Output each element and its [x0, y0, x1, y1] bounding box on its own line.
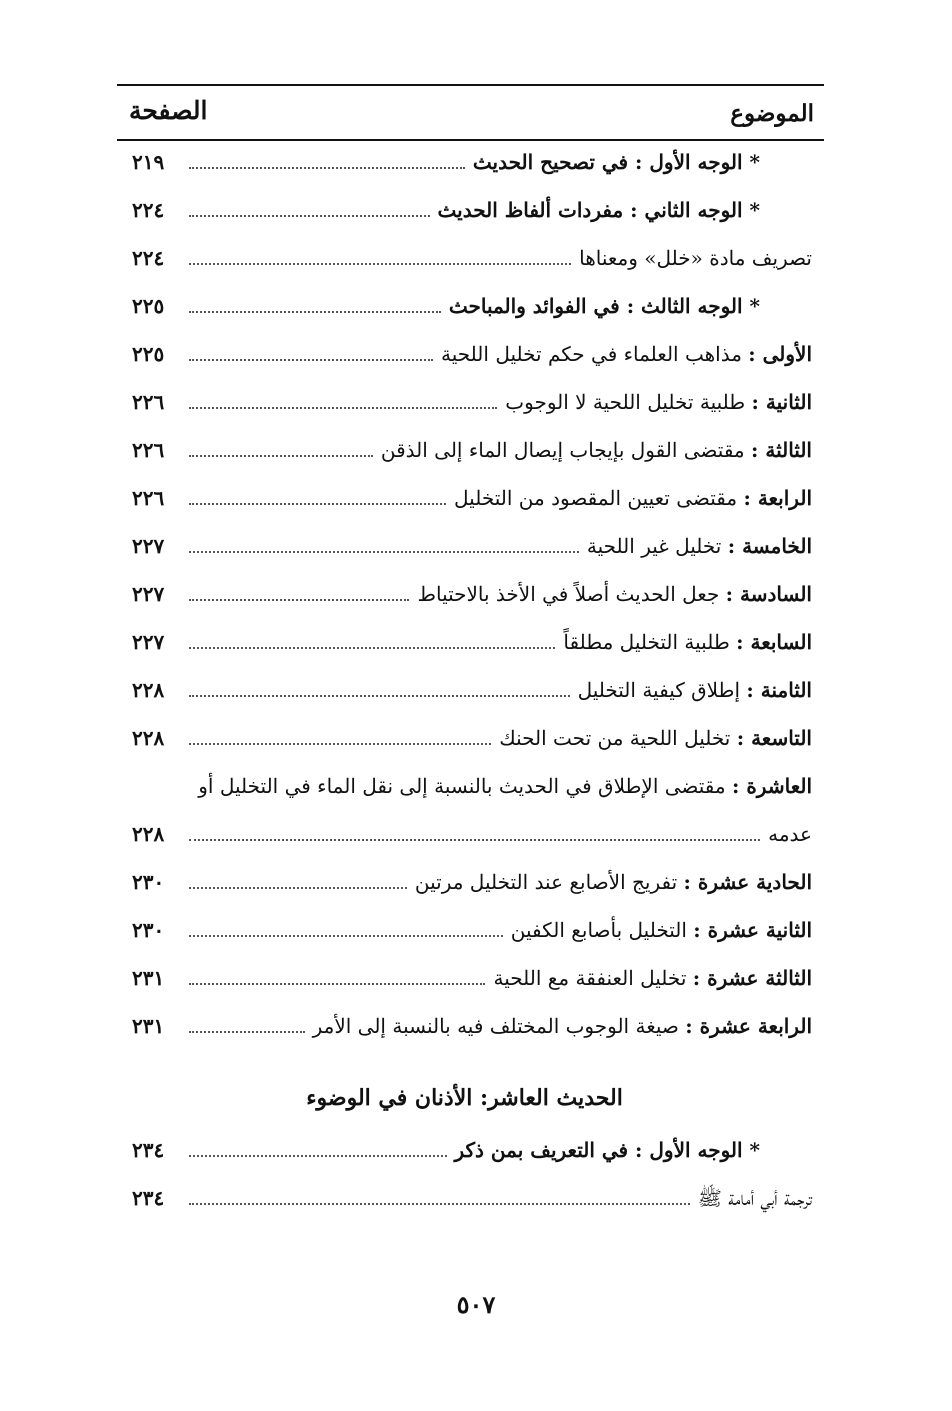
entry-label: الحادية عشرة : [683, 870, 812, 894]
entry-label: الخامسة : [727, 534, 812, 558]
entry-text: تفريج الأصابع عند التخليل مرتين [414, 870, 684, 894]
toc-entry [117, 481, 812, 517]
entry-page: ٢٣٠ [132, 918, 165, 942]
entry-page: ٢٢٤ [132, 246, 165, 270]
entry-title [449, 289, 760, 323]
entry-text: تخليل العنفقة مع اللحية [493, 966, 693, 990]
leader-dots [189, 551, 579, 553]
entry-text: مقتضى تعيين المقصود من التخليل [454, 486, 744, 510]
entry-page: ٢٢٨ [132, 726, 165, 750]
entry-page: ٢٣٠ [132, 870, 165, 894]
entry-page: ٢٢٤ [132, 198, 165, 222]
toc-entry [117, 721, 812, 757]
entry-text: عدمه [768, 822, 812, 846]
leader-dots [189, 839, 760, 841]
toc-header [117, 96, 824, 130]
entry-text: التخليل بأصابع الكفين [510, 918, 694, 942]
toc-entry [117, 577, 812, 613]
entry-text: صيغة الوجوب المختلف فيه بالنسبة إلى الأمر [312, 1014, 686, 1038]
entry-text: مذاهب العلماء في حكم تخليل اللحية [441, 342, 749, 366]
entry-title [493, 961, 812, 995]
leader-dots [189, 311, 441, 313]
entry-label: الثالثة : [751, 438, 812, 462]
leader-dots [189, 887, 407, 889]
toc-entry [117, 385, 812, 421]
leader-dots [189, 695, 570, 697]
entry-title [579, 241, 812, 275]
bullet-icon: * [742, 198, 760, 222]
entry-label: الوجه الأول : [635, 150, 743, 174]
entry-title [698, 1181, 812, 1215]
entry-title [441, 337, 812, 371]
entry-text: تخليل غير اللحية [586, 534, 728, 558]
leader-dots [189, 1203, 690, 1205]
entry-text: إطلاق كيفية التخليل [577, 678, 747, 702]
entry-label: الأولى : [748, 342, 812, 366]
entry-label: الوجه الثالث : [626, 294, 743, 318]
entry-label: الثالثة عشرة : [692, 966, 812, 990]
toc-entry [117, 433, 812, 469]
entry-text: مقتضى الإطلاق في الحديث بالنسبة إلى نقل الماء في التخليل أو [198, 774, 732, 798]
toc-entry [117, 817, 812, 853]
entry-page: ٢٣٤ [132, 1186, 165, 1210]
entry-label: الوجه الثاني : [630, 198, 743, 222]
entry-text: تصريف مادة «خلل» ومعناها [579, 246, 812, 270]
entry-title [499, 721, 812, 755]
leader-dots [189, 647, 555, 649]
leader-dots [189, 599, 409, 601]
entry-page: ٢٣٤ [132, 1138, 165, 1162]
entry-title [313, 1009, 812, 1043]
entry-text: في التعريف بمن ذكر [454, 1138, 636, 1162]
leader-dots [189, 407, 497, 409]
entry-title [473, 145, 760, 179]
entry-label: الرابعة : [743, 486, 812, 510]
leader-dots [189, 503, 446, 505]
bullet-icon: * [742, 1138, 760, 1162]
toc-entry [117, 625, 812, 661]
entry-text: طلبية التخليل مطلقاً [563, 630, 737, 654]
leader-dots [189, 167, 465, 169]
toc-entry [117, 529, 812, 565]
entry-label: الثانية : [751, 390, 812, 414]
toc-entry [117, 289, 812, 325]
entry-title [198, 769, 812, 803]
entry-page: ٢٣١ [132, 1014, 165, 1038]
entry-page: ٢٢٦ [132, 438, 165, 462]
leader-dots [189, 983, 485, 985]
entry-label: الثامنة : [746, 678, 812, 702]
entry-title [578, 673, 812, 707]
leader-dots [189, 1155, 447, 1157]
page-number: ٥٠٧ [456, 1290, 496, 1319]
entry-title [768, 817, 812, 851]
entry-page: ٢٣١ [132, 966, 165, 990]
toc-entry [117, 193, 812, 229]
entry-title [505, 385, 812, 419]
entry-text: تخليل اللحية من تحت الحنك [499, 726, 737, 750]
header-rule [117, 139, 824, 141]
entry-title [563, 625, 812, 659]
toc-entry [117, 1133, 812, 1169]
entry-label: التاسعة : [736, 726, 812, 750]
toc-entry [117, 1181, 812, 1217]
entry-page: ٢٢٥ [132, 294, 165, 318]
entry-page: ٢٢٦ [132, 486, 165, 510]
leader-dots [189, 1031, 305, 1033]
leader-dots [189, 263, 571, 265]
entry-page: ٢٢٨ [132, 822, 165, 846]
header-page: الصفحة [129, 96, 208, 125]
leader-dots [189, 359, 433, 361]
entry-title [381, 433, 812, 467]
entry-page: ٢٢٧ [132, 582, 165, 606]
toc-entry [117, 337, 812, 373]
toc-entry [117, 241, 812, 277]
entry-page: ٢١٩ [132, 150, 165, 174]
entry-text: طلبية تخليل اللحية لا الوجوب [505, 390, 752, 414]
entry-text: في تصحيح الحديث [472, 150, 636, 174]
toc-entry [117, 913, 812, 949]
entry-text: مقتضى القول بإيجاب إيصال الماء إلى الذقن [380, 438, 752, 462]
entry-text: جعل الحديث أصلاً في الأخذ بالاحتياط [417, 582, 726, 606]
entry-title [417, 577, 812, 611]
toc-entry [117, 865, 812, 901]
entry-page: ٢٢٧ [132, 630, 165, 654]
entry-title [438, 193, 761, 227]
entry-text: مفردات ألفاظ الحديث [437, 198, 631, 222]
entry-text: في الفوائد والمباحث [448, 294, 627, 318]
entry-page: ٢٢٦ [132, 390, 165, 414]
header-topic: الموضوع [730, 100, 814, 127]
toc-entry [117, 769, 812, 805]
section-title: الحديث العاشر: الأذنان في الوضوء [306, 1085, 623, 1111]
entry-page: ٢٢٨ [132, 678, 165, 702]
toc-entry [117, 961, 812, 997]
entry-page: ٢٢٧ [132, 534, 165, 558]
entry-text: ترجمة أبي أمامة ﷺ [697, 1186, 812, 1210]
entry-title [454, 481, 812, 515]
leader-dots [189, 455, 373, 457]
entry-page: ٢٢٥ [132, 342, 165, 366]
entry-label: السابعة : [736, 630, 812, 654]
leader-dots [189, 935, 503, 937]
leader-dots [189, 743, 491, 745]
entry-label: الوجه الأول : [635, 1138, 743, 1162]
entry-title [511, 913, 812, 947]
leader-dots [189, 215, 430, 217]
entry-label: العاشرة : [731, 774, 812, 798]
top-rule [117, 84, 824, 86]
toc-entry [117, 1009, 812, 1045]
entry-label: الرابعة عشرة : [685, 1014, 812, 1038]
toc-entry [117, 145, 812, 181]
entry-title [587, 529, 812, 563]
toc-entry [117, 673, 812, 709]
bullet-icon: * [742, 150, 760, 174]
entry-title [415, 865, 812, 899]
entry-label: السادسة : [725, 582, 812, 606]
entry-label: الثانية عشرة : [693, 918, 812, 942]
entry-title [455, 1133, 761, 1167]
bullet-icon: * [742, 294, 760, 318]
